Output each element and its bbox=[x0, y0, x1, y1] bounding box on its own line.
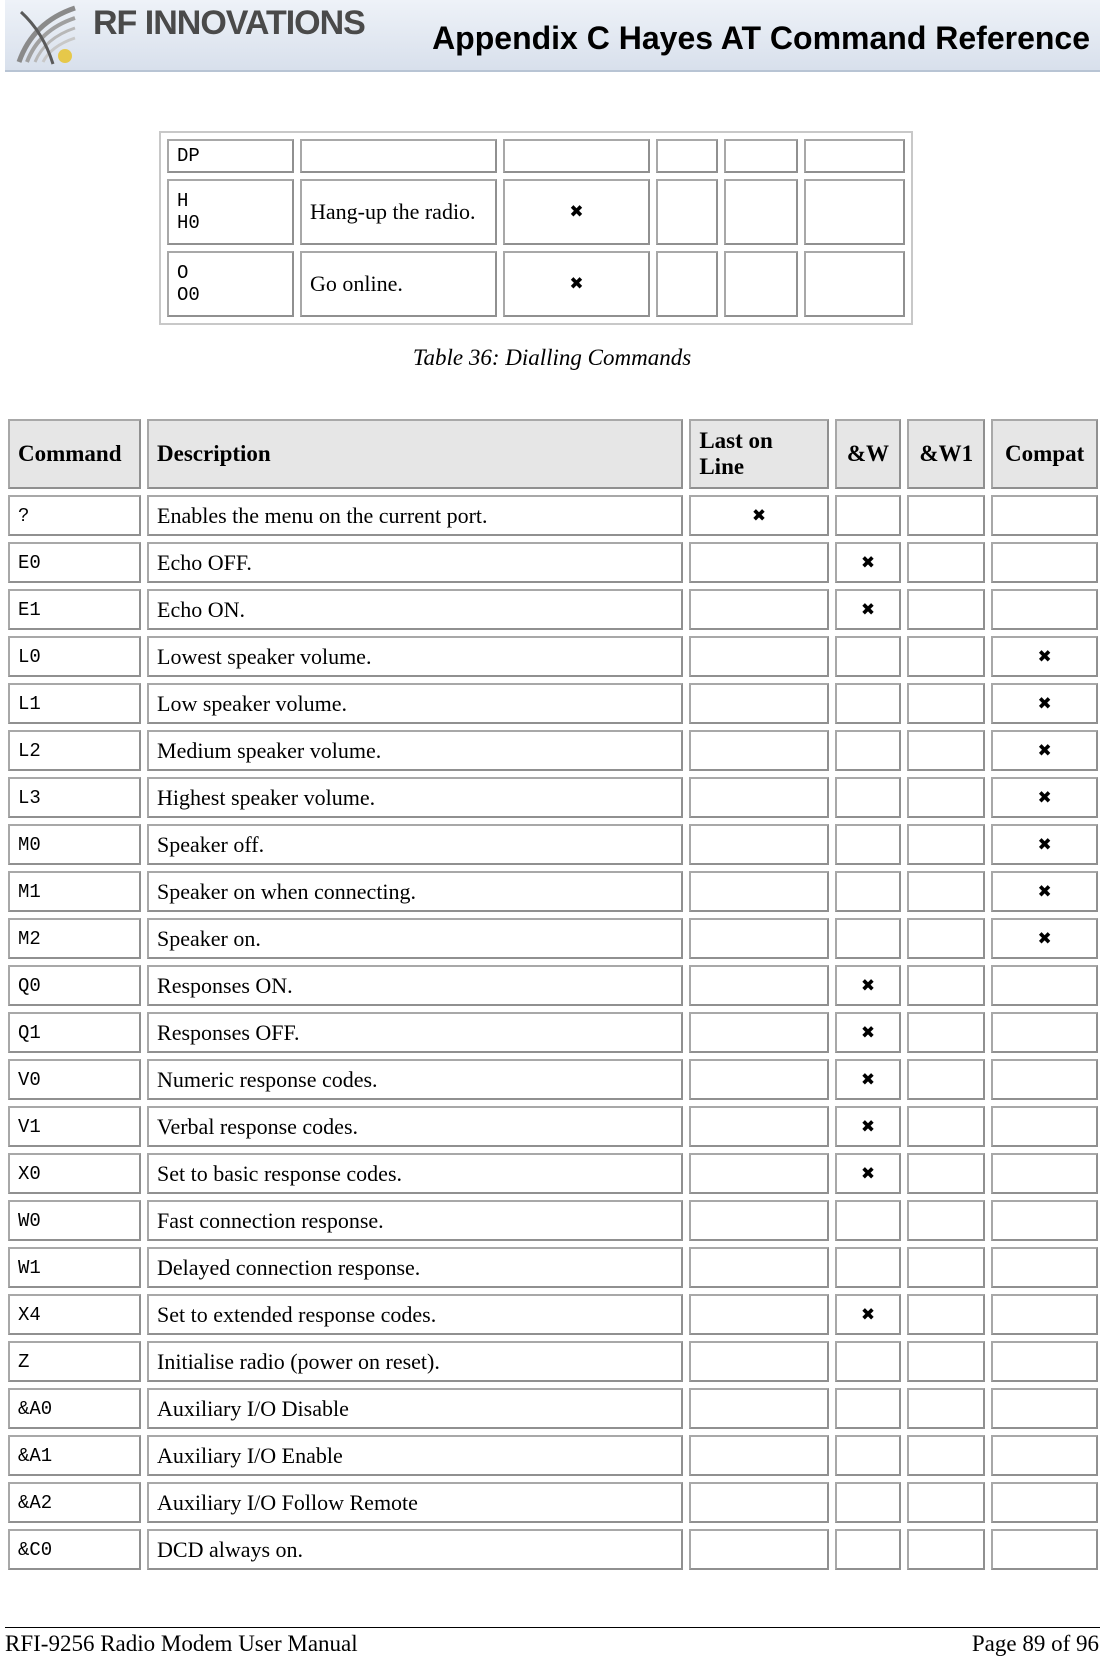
compat-cell: ✖ bbox=[991, 871, 1098, 912]
last-on-line-cell bbox=[689, 1247, 828, 1288]
table-row bbox=[8, 730, 1098, 771]
mark-cell bbox=[656, 251, 718, 317]
description-cell: Speaker on when connecting. bbox=[147, 871, 683, 912]
last-on-line-cell bbox=[689, 1106, 828, 1147]
description-cell: Delayed connection response. bbox=[147, 1247, 683, 1288]
last-on-line-cell bbox=[689, 1341, 828, 1382]
w1-cell bbox=[907, 542, 985, 583]
last-on-line-cell bbox=[689, 918, 828, 959]
description-cell bbox=[300, 139, 497, 173]
table-row bbox=[8, 589, 1098, 630]
table-row bbox=[8, 542, 1098, 583]
description-cell: Speaker on. bbox=[147, 918, 683, 959]
description-cell: Auxiliary I/O Follow Remote bbox=[147, 1482, 683, 1523]
w1-cell bbox=[907, 1341, 985, 1382]
w1-cell bbox=[907, 1059, 985, 1100]
description-cell: Numeric response codes. bbox=[147, 1059, 683, 1100]
command-cell: W0 bbox=[8, 1200, 141, 1241]
last-on-line-cell bbox=[689, 636, 828, 677]
description-cell: Initialise radio (power on reset). bbox=[147, 1341, 683, 1382]
w-cell bbox=[835, 683, 902, 724]
w1-cell bbox=[907, 1012, 985, 1053]
page-header bbox=[5, 0, 1100, 72]
w-cell bbox=[835, 871, 902, 912]
mark-cell bbox=[724, 139, 798, 173]
compat-cell: ✖ bbox=[991, 683, 1098, 724]
table-row bbox=[167, 179, 905, 245]
w-cell bbox=[835, 1482, 902, 1523]
compat-cell bbox=[991, 1153, 1098, 1194]
column-header-command: Command bbox=[8, 419, 141, 489]
command-cell: Q1 bbox=[8, 1012, 141, 1053]
w1-cell bbox=[907, 1106, 985, 1147]
compat-cell bbox=[991, 495, 1098, 536]
w-cell: ✖ bbox=[835, 1012, 902, 1053]
compat-cell bbox=[991, 1482, 1098, 1523]
w1-cell bbox=[907, 1435, 985, 1476]
last-on-line-cell bbox=[689, 730, 828, 771]
antenna-logo-icon bbox=[13, 2, 93, 68]
command-cell: V1 bbox=[8, 1106, 141, 1147]
column-header-compat: Compat bbox=[991, 419, 1098, 489]
compat-cell bbox=[991, 1529, 1098, 1570]
footer-divider bbox=[5, 1627, 1100, 1628]
table-row bbox=[8, 636, 1098, 677]
description-cell: DCD always on. bbox=[147, 1529, 683, 1570]
last-on-line-cell bbox=[689, 1059, 828, 1100]
command-line: O0 bbox=[177, 284, 200, 306]
compat-cell: ✖ bbox=[991, 824, 1098, 865]
description-cell: Set to basic response codes. bbox=[147, 1153, 683, 1194]
table-row bbox=[8, 1012, 1098, 1053]
table-row bbox=[8, 777, 1098, 818]
w-cell: ✖ bbox=[835, 542, 902, 583]
compat-cell: ✖ bbox=[991, 730, 1098, 771]
compat-cell bbox=[991, 1294, 1098, 1335]
description-cell: Auxiliary I/O Enable bbox=[147, 1435, 683, 1476]
table-row bbox=[8, 824, 1098, 865]
description-cell: Set to extended response codes. bbox=[147, 1294, 683, 1335]
command-cell: X0 bbox=[8, 1153, 141, 1194]
company-logo bbox=[13, 2, 373, 66]
w1-cell bbox=[907, 1247, 985, 1288]
last-on-line-cell bbox=[689, 589, 828, 630]
command-cell: X4 bbox=[8, 1294, 141, 1335]
command-cell: W1 bbox=[8, 1247, 141, 1288]
command-line: O bbox=[177, 262, 189, 284]
command-cell: L3 bbox=[8, 777, 141, 818]
compat-cell bbox=[991, 1247, 1098, 1288]
compat-cell bbox=[991, 1435, 1098, 1476]
command-line: H bbox=[177, 190, 189, 212]
description-cell: Hang-up the radio. bbox=[300, 179, 497, 245]
table-header-row bbox=[8, 419, 1098, 489]
description-cell: Low speaker volume. bbox=[147, 683, 683, 724]
w-cell bbox=[835, 1247, 902, 1288]
compat-cell bbox=[991, 1059, 1098, 1100]
w1-cell bbox=[907, 589, 985, 630]
w-cell bbox=[835, 1529, 902, 1570]
w-cell: ✖ bbox=[835, 1106, 902, 1147]
w1-cell bbox=[907, 683, 985, 724]
compat-cell: ✖ bbox=[991, 777, 1098, 818]
mark-cell bbox=[503, 139, 650, 173]
mark-cell bbox=[804, 179, 905, 245]
description-cell: Go online. bbox=[300, 251, 497, 317]
w-cell: ✖ bbox=[835, 1059, 902, 1100]
command-cell: V0 bbox=[8, 1059, 141, 1100]
last-on-line-cell bbox=[689, 871, 828, 912]
table-row bbox=[8, 1106, 1098, 1147]
w1-cell bbox=[907, 636, 985, 677]
mark-cell bbox=[804, 139, 905, 173]
description-cell: Lowest speaker volume. bbox=[147, 636, 683, 677]
description-cell: Medium speaker volume. bbox=[147, 730, 683, 771]
w-cell: ✖ bbox=[835, 965, 902, 1006]
w1-cell bbox=[907, 730, 985, 771]
w1-cell bbox=[907, 777, 985, 818]
command-cell: M0 bbox=[8, 824, 141, 865]
w1-cell bbox=[907, 495, 985, 536]
command-cell: M2 bbox=[8, 918, 141, 959]
command-cell: L2 bbox=[8, 730, 141, 771]
column-header-description: Description bbox=[147, 419, 683, 489]
command-cell: ? bbox=[8, 495, 141, 536]
command-cell: Q0 bbox=[8, 965, 141, 1006]
table-row bbox=[8, 1200, 1098, 1241]
w-cell: ✖ bbox=[835, 589, 902, 630]
w1-cell bbox=[907, 871, 985, 912]
last-on-line-cell bbox=[689, 777, 828, 818]
command-cell: &A2 bbox=[8, 1482, 141, 1523]
last-on-line-cell bbox=[689, 824, 828, 865]
last-on-line-cell bbox=[689, 542, 828, 583]
command-cell: E0 bbox=[8, 542, 141, 583]
w1-cell bbox=[907, 1200, 985, 1241]
command-cell bbox=[167, 179, 294, 245]
last-on-line-cell: ✖ bbox=[689, 495, 828, 536]
w1-cell bbox=[907, 1482, 985, 1523]
mark-cell bbox=[804, 251, 905, 317]
table-row bbox=[8, 1247, 1098, 1288]
compat-cell bbox=[991, 1012, 1098, 1053]
description-cell: Enables the menu on the current port. bbox=[147, 495, 683, 536]
command-cell: Z bbox=[8, 1341, 141, 1382]
table-row bbox=[8, 965, 1098, 1006]
last-on-line-cell bbox=[689, 1200, 828, 1241]
w-cell bbox=[835, 824, 902, 865]
table-row bbox=[8, 1388, 1098, 1429]
table-row bbox=[8, 683, 1098, 724]
w-cell bbox=[835, 495, 902, 536]
table-row bbox=[8, 1294, 1098, 1335]
table-row bbox=[8, 1529, 1098, 1570]
w-cell bbox=[835, 1388, 902, 1429]
last-on-line-cell bbox=[689, 965, 828, 1006]
last-on-line-cell bbox=[689, 1529, 828, 1570]
column-header-w1: &W1 bbox=[907, 419, 985, 489]
w1-cell bbox=[907, 1388, 985, 1429]
compat-cell: ✖ bbox=[991, 918, 1098, 959]
mark-cell bbox=[724, 179, 798, 245]
mark-cell: ✖ bbox=[503, 251, 650, 317]
command-line: H0 bbox=[177, 212, 200, 234]
compat-cell: ✖ bbox=[991, 636, 1098, 677]
command-cell: DP bbox=[167, 139, 294, 173]
w-cell bbox=[835, 636, 902, 677]
compat-cell bbox=[991, 1388, 1098, 1429]
table-row bbox=[167, 251, 905, 317]
last-on-line-cell bbox=[689, 1153, 828, 1194]
at-commands-table bbox=[2, 413, 1104, 1576]
w-cell bbox=[835, 918, 902, 959]
column-header-w: &W bbox=[835, 419, 902, 489]
last-on-line-cell bbox=[689, 1388, 828, 1429]
command-cell: &C0 bbox=[8, 1529, 141, 1570]
w-cell bbox=[835, 730, 902, 771]
table-row bbox=[8, 1059, 1098, 1100]
command-cell: &A0 bbox=[8, 1388, 141, 1429]
table-row bbox=[167, 139, 905, 173]
description-cell: Speaker off. bbox=[147, 824, 683, 865]
last-on-line-cell bbox=[689, 1482, 828, 1523]
table-row bbox=[8, 918, 1098, 959]
table-row bbox=[8, 1341, 1098, 1382]
footer-page-number: Page 89 of 96 bbox=[971, 1631, 1099, 1656]
w1-cell bbox=[907, 824, 985, 865]
command-cell: M1 bbox=[8, 871, 141, 912]
table-caption: Table 36: Dialling Commands bbox=[412, 345, 692, 370]
last-on-line-cell bbox=[689, 1012, 828, 1053]
dialling-commands-table bbox=[159, 131, 913, 325]
mark-cell bbox=[656, 179, 718, 245]
logo-text: RF INNOVATIONS bbox=[93, 4, 365, 42]
command-cell bbox=[167, 251, 294, 317]
w1-cell bbox=[907, 1529, 985, 1570]
w1-cell bbox=[907, 918, 985, 959]
description-cell: Echo ON. bbox=[147, 589, 683, 630]
description-cell: Auxiliary I/O Disable bbox=[147, 1388, 683, 1429]
mark-cell bbox=[724, 251, 798, 317]
page-title: Appendix C Hayes AT Command Reference bbox=[432, 20, 1090, 56]
last-on-line-cell bbox=[689, 1294, 828, 1335]
compat-cell bbox=[991, 1200, 1098, 1241]
compat-cell bbox=[991, 542, 1098, 583]
command-cell: E1 bbox=[8, 589, 141, 630]
column-header-last-on-line: Last on Line bbox=[689, 419, 828, 489]
description-cell: Echo OFF. bbox=[147, 542, 683, 583]
w-cell bbox=[835, 1200, 902, 1241]
last-on-line-cell bbox=[689, 683, 828, 724]
compat-cell bbox=[991, 1106, 1098, 1147]
footer-manual-title: RFI-9256 Radio Modem User Manual bbox=[5, 1631, 358, 1656]
mark-cell bbox=[656, 139, 718, 173]
w1-cell bbox=[907, 1153, 985, 1194]
w-cell bbox=[835, 777, 902, 818]
table-row bbox=[8, 495, 1098, 536]
last-on-line-cell bbox=[689, 1435, 828, 1476]
compat-cell bbox=[991, 965, 1098, 1006]
description-cell: Highest speaker volume. bbox=[147, 777, 683, 818]
w-cell bbox=[835, 1435, 902, 1476]
description-cell: Fast connection response. bbox=[147, 1200, 683, 1241]
table-row bbox=[8, 871, 1098, 912]
table-row bbox=[8, 1482, 1098, 1523]
command-cell: L1 bbox=[8, 683, 141, 724]
table-row bbox=[8, 1153, 1098, 1194]
w-cell bbox=[835, 1341, 902, 1382]
command-cell: L0 bbox=[8, 636, 141, 677]
w1-cell bbox=[907, 1294, 985, 1335]
command-cell: &A1 bbox=[8, 1435, 141, 1476]
table-row bbox=[8, 1435, 1098, 1476]
compat-cell bbox=[991, 589, 1098, 630]
w-cell: ✖ bbox=[835, 1294, 902, 1335]
description-cell: Verbal response codes. bbox=[147, 1106, 683, 1147]
description-cell: Responses OFF. bbox=[147, 1012, 683, 1053]
w1-cell bbox=[907, 965, 985, 1006]
compat-cell bbox=[991, 1341, 1098, 1382]
mark-cell: ✖ bbox=[503, 179, 650, 245]
description-cell: Responses ON. bbox=[147, 965, 683, 1006]
w-cell: ✖ bbox=[835, 1153, 902, 1194]
